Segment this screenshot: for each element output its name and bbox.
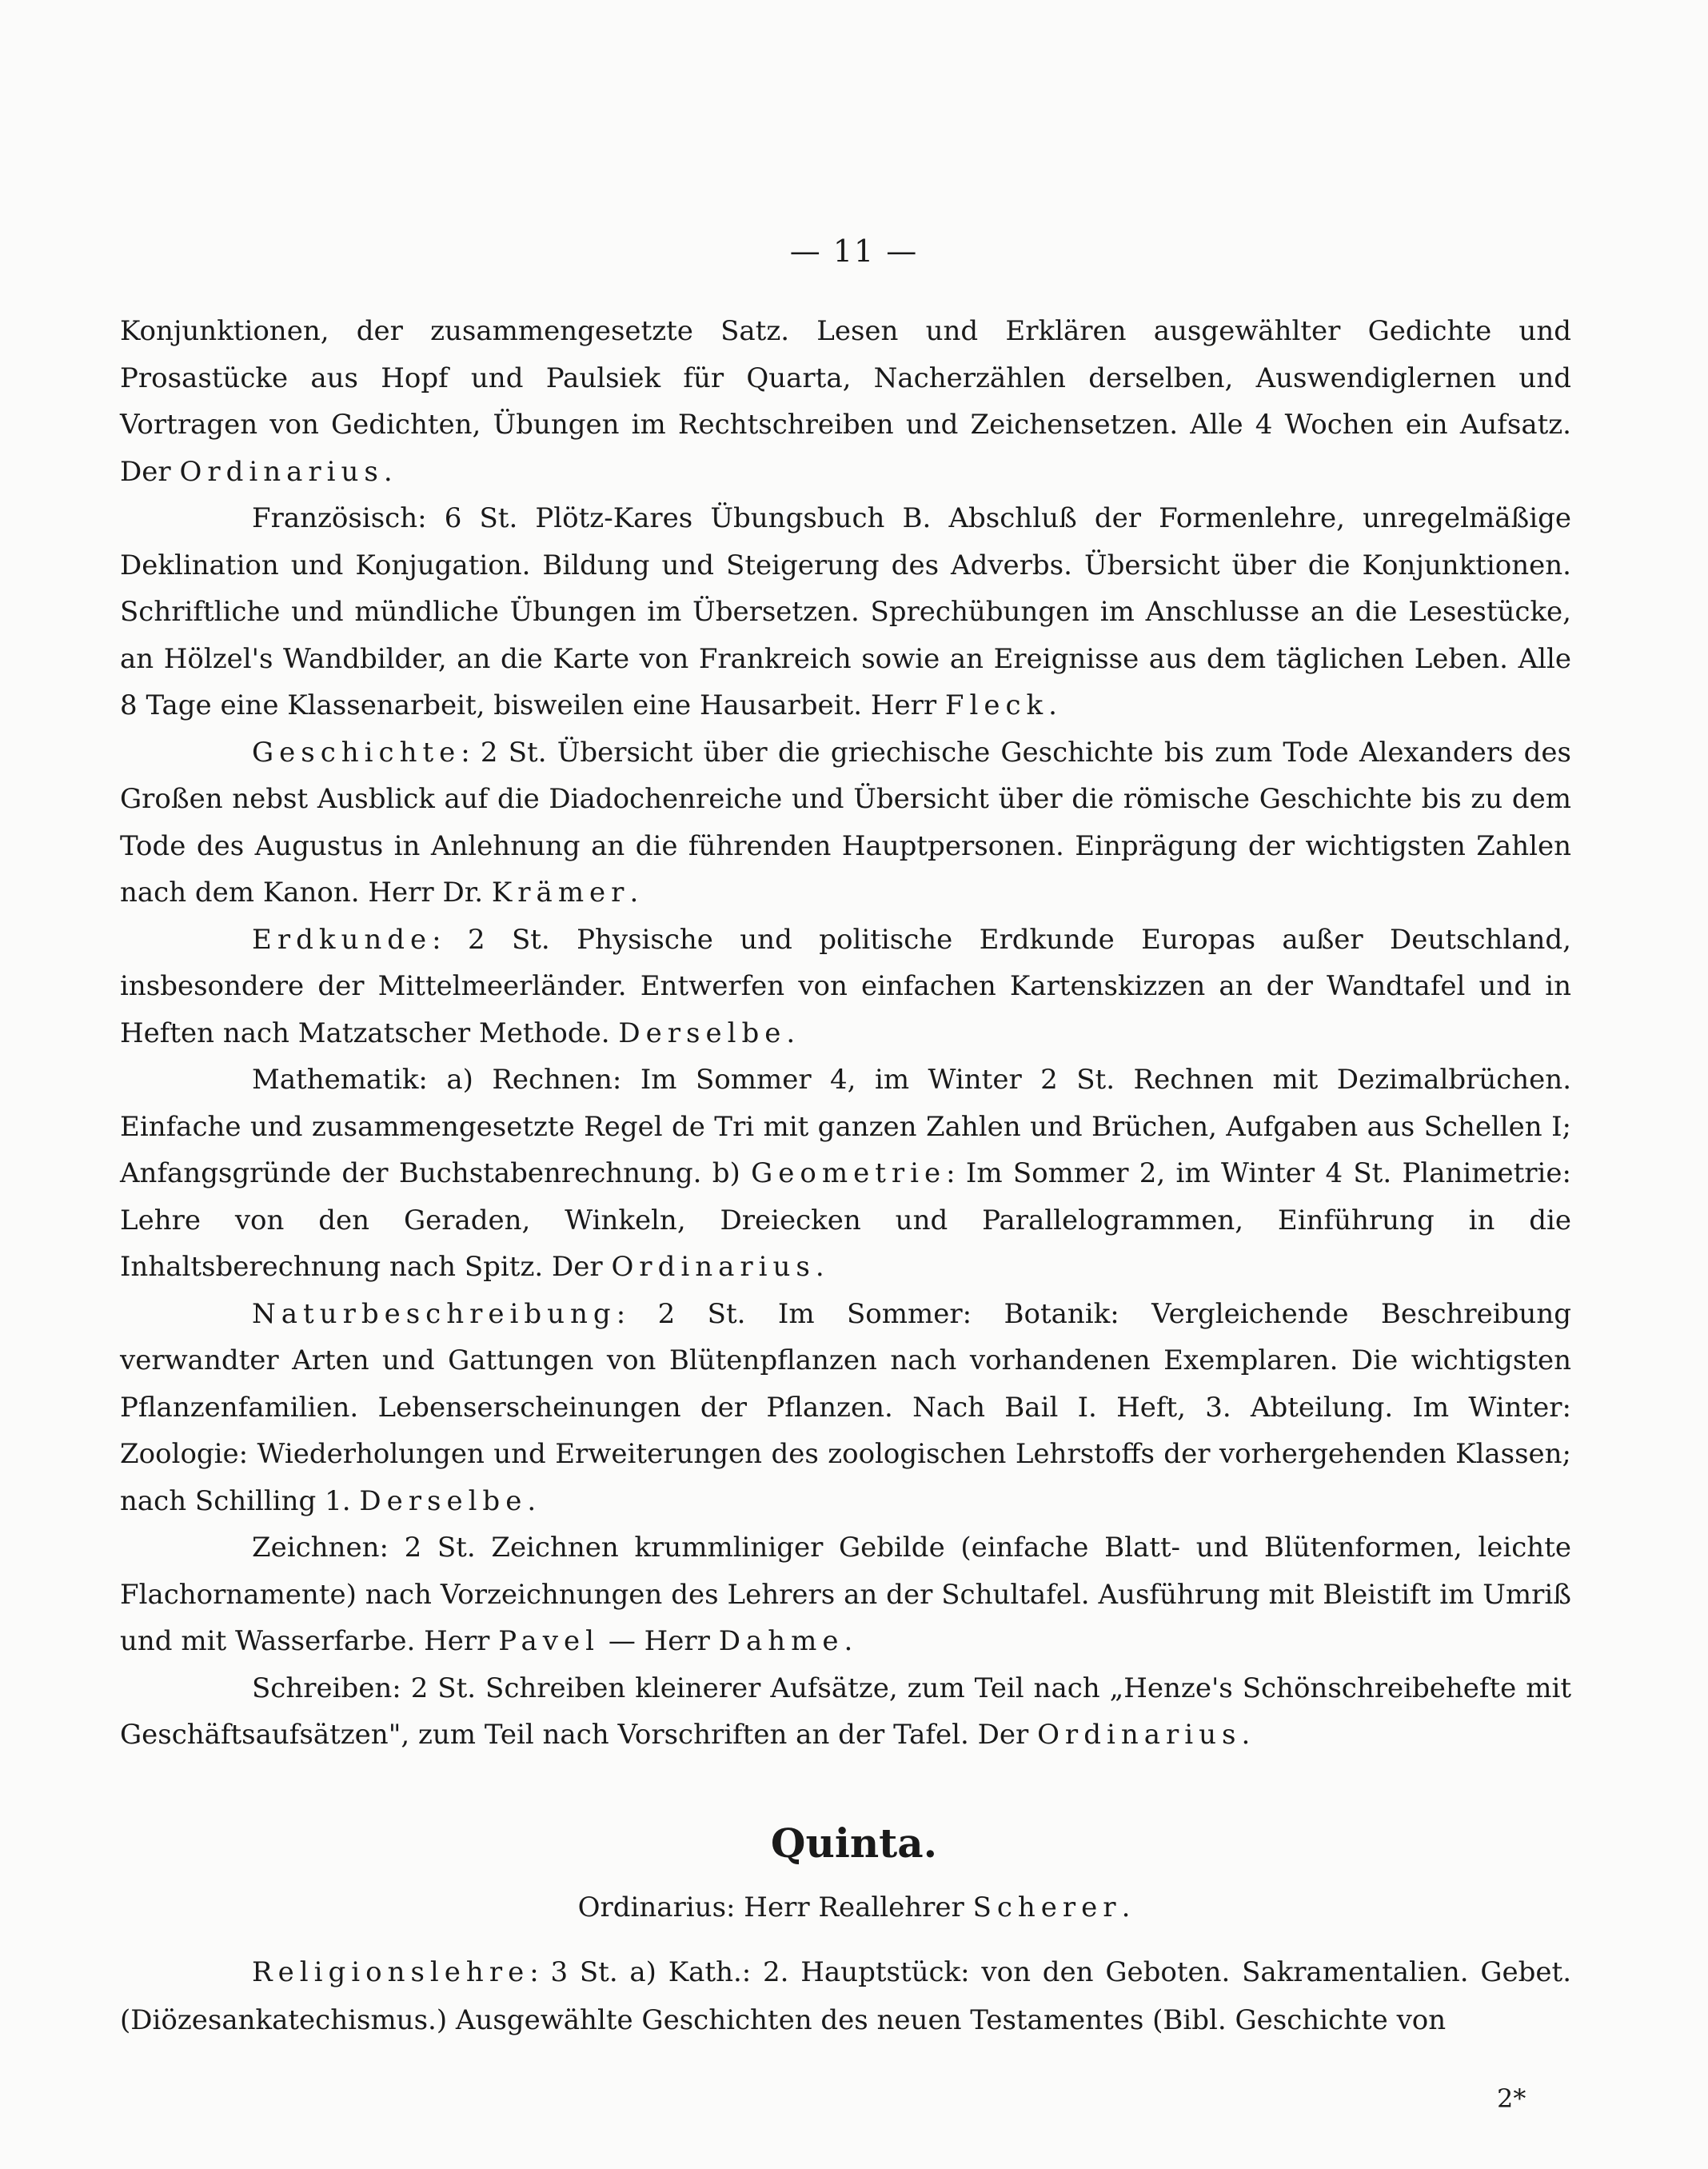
body-text <box>120 308 1571 1759</box>
section-heading: Quinta. <box>770 1819 938 1867</box>
subject-label: Naturbeschreibung <box>252 1297 617 1330</box>
teacher-name: Krämer <box>491 877 630 909</box>
teacher-name: Scherer <box>972 1891 1122 1923</box>
subject-label: Geometrie <box>751 1157 947 1189</box>
subject-label: Erdkunde <box>252 923 433 956</box>
paragraph-zeichnen: Zeichnen: 2 St. Zeichnen krummliniger Gebilde (einfache Blatt- und Blütenformen, leichte Flachornamente) nach Vorzeichnungen des Lehrers an der Schultafel. Ausführung mit Bleistift im Umriß und mit Wasserfarbe. Herr Pavel — Herr Dahme. <box>120 1532 1571 1657</box>
class-ordinarius: Ordinarius: Herr Reallehrer Scherer. <box>577 1891 1131 1923</box>
paragraph-religionslehre: Religionslehre: 3 St. a) Kath.: 2. Hauptstück: von den Geboten. Sakramentalien. Gebet. (Diözesankatechismus.) Ausgewählte Geschichten des neuen Testamentes (Bibl. Geschichte von <box>120 1956 1571 2036</box>
page-number: — 11 — <box>789 234 919 269</box>
body-text-quinta <box>120 1948 1571 2044</box>
paragraph-franzoesisch: Französisch: 6 St. Plötz-Kares Übungsbuch B. Abschluß der Formenlehre, unregelmäßige Deklination und Konjugation. Bildung und Steigerung des Adverbs. Übersicht über die Konjunktionen. Schriftliche und mündliche Übungen im Übersetzen. Sprechübungen im Anschlusse an die Lesestücke, an Hölzel's Wandbilder, an die Karte von Frankreich sowie an Ereignisse aus dem täglichen Leben. Alle 8 Tage eine Klassenarbeit, bisweilen eine Hausarbeit. Herr Fleck. <box>120 502 1571 721</box>
signature-mark: 2* <box>1497 2083 1526 2114</box>
subject-label: Religionslehre <box>252 1956 530 1988</box>
teacher-name: Derselbe <box>359 1484 528 1517</box>
teacher-name: Ordinarius <box>179 455 384 488</box>
teacher-name: Ordinarius <box>611 1251 816 1283</box>
paragraph-deutsch-continuation: Konjunktionen, der zusammengesetzte Satz. Lesen und Erklären ausgewählter Gedichte und Prosastücke aus Hopf und Paulsiek für Quarta, Nacherzählen derselben, Auswendiglernen und Vortragen von Gedichten, Übungen im Rechtschreiben und Zeichensetzen. Alle 4 Wochen ein Aufsatz. Der Ordinarius. <box>120 315 1571 488</box>
subject-label: Geschichte <box>252 736 461 769</box>
teacher-name: Derselbe <box>618 1017 787 1049</box>
paragraph-geschichte: Geschichte: 2 St. Übersicht über die griechische Geschichte bis zum Tode Alexanders des Großen nebst Ausblick auf die Diadochenreiche und Übersicht über die römische Geschichte bis zu dem Tode des Augustus in Anlehnung an die führenden Hauptpersonen. Einprägung der wichtigsten Zahlen nach dem Kanon. Herr Dr. Krämer. <box>120 736 1571 909</box>
paragraph-mathematik: Mathematik: a) Rechnen: Im Sommer 4, im Winter 2 St. Rechnen mit Dezimalbrüchen. Einfache und zusammengesetzte Regel de Tri mit ganzen Zahlen und Brüchen, Aufgaben aus Schellen I; Anfangsgründe der Buchstabenrechnung. b) Geometrie: Im Sommer 2, im Winter 4 St. Planimetrie: Lehre von den Geraden, Winkeln, Dreiecken und Parallelogrammen, Einführung in die Inhaltsberechnung nach Spitz. Der Ordinarius. <box>120 1064 1571 1283</box>
paragraph-naturbeschreibung: Naturbeschreibung: 2 St. Im Sommer: Botanik: Vergleichende Beschreibung verwandter Arten und Gattungen von Blütenpflanzen nach vorhandenen Exemplaren. Die wichtigsten Pflanzenfamilien. Lebenserscheinungen der Pflanzen. Nach Bail I. Heft, 3. Abteilung. Im Winter: Zoologie: Wiederholungen und Erweiterungen des zoologischen Lehrstoffs der vorhergehenden Klassen; nach Schilling 1. Derselbe. <box>120 1297 1571 1517</box>
teacher-name: Fleck <box>944 689 1049 721</box>
teacher-name: Dahme <box>718 1625 844 1657</box>
teacher-name: Pavel <box>498 1625 601 1657</box>
paragraph-schreiben: Schreiben: 2 St. Schreiben kleinerer Aufsätze, zum Teil nach „Henze's Schönschreibehefte mit Geschäftsaufsätzen", zum Teil nach Vorschriften an der Tafel. Der Ordinarius. <box>120 1672 1571 1751</box>
paragraph-erdkunde: Erdkunde: 2 St. Physische und politische Erdkunde Europas außer Deutschland, insbesondere der Mittelmeerländer. Entwerfen von einfachen Kartenskizzen an der Wandtafel und in Heften nach Matzatscher Methode. Derselbe. <box>120 923 1571 1049</box>
teacher-name: Ordinarius <box>1037 1719 1242 1751</box>
